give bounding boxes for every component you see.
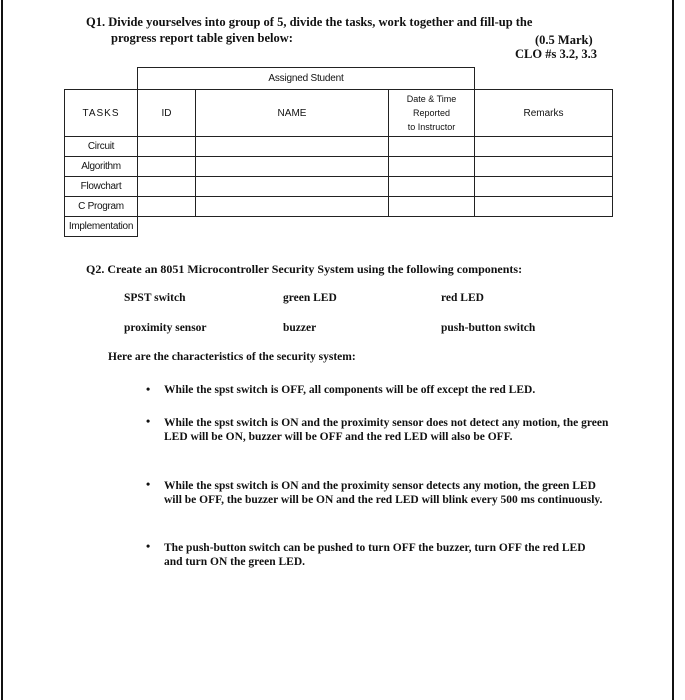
cell-name[interactable]: [196, 197, 389, 217]
table-header-blank: [475, 68, 613, 90]
q1-question-line1: Q1. Divide yourselves into group of 5, divide the tasks, work together and fill-up the: [86, 15, 533, 29]
component-push-button-switch: push-button switch: [441, 322, 536, 334]
bullet-marker: •: [146, 414, 151, 428]
date-time-header-line1: Date & Time Reported: [406, 94, 457, 118]
component-spst-switch: SPST switch: [124, 292, 186, 304]
assigned-student-header: Assigned Student: [138, 68, 475, 90]
date-time-header-line2: to Instructor: [407, 122, 456, 132]
cell-date-time[interactable]: [389, 177, 475, 197]
table-group-header-row: [65, 68, 613, 90]
q2-question: Q2. Create an 8051 Microcontroller Security System using the following components:: [86, 262, 523, 276]
task-circuit: Circuit: [65, 137, 138, 157]
cell-date-time[interactable]: [389, 137, 475, 157]
table-column-header-row: [65, 90, 613, 137]
cell-remarks[interactable]: [475, 197, 613, 217]
characteristic-bullet-1: While the spst switch is OFF, all components will be off except the red LED.: [164, 384, 536, 396]
bullet-marker: •: [146, 539, 151, 553]
component-buzzer: buzzer: [283, 322, 317, 334]
cell-date-time[interactable]: [389, 197, 475, 217]
table-row: [65, 217, 613, 237]
component-green-led: green LED: [283, 292, 337, 304]
task-c-program: C Program: [65, 197, 138, 217]
cell-remarks[interactable]: [475, 137, 613, 157]
name-column-header: NAME: [196, 90, 389, 137]
cell-id[interactable]: [138, 197, 196, 217]
table-row: [65, 137, 613, 157]
component-proximity-sensor: proximity sensor: [124, 322, 207, 334]
table-row: [65, 157, 613, 177]
cell-blank: [196, 217, 389, 237]
progress-report-table: [64, 67, 613, 237]
table-corner-blank: [65, 68, 138, 90]
task-algorithm: Algorithm: [65, 157, 138, 177]
task-implementation: Implementation: [65, 217, 138, 237]
cell-remarks[interactable]: [475, 157, 613, 177]
bullet-marker: •: [146, 477, 151, 491]
cell-name[interactable]: [196, 177, 389, 197]
q1-clo: CLO #s 3.2, 3.3: [515, 47, 597, 61]
cell-id[interactable]: [138, 157, 196, 177]
q1-question-line2: progress report table given below:: [111, 31, 293, 45]
task-flowchart: Flowchart: [65, 177, 138, 197]
cell-id[interactable]: [138, 137, 196, 157]
cell-name[interactable]: [196, 157, 389, 177]
remarks-column-header: Remarks: [475, 90, 613, 137]
cell-blank: [475, 217, 613, 237]
table-row: [65, 177, 613, 197]
characteristic-bullet-3: While the spst switch is ON and the proximity sensor detects any motion, the green LED will be OFF, the buzzer will be ON and the red LED will blink every 500 ms continuously.: [164, 480, 603, 506]
characteristic-bullet-4: The push-button switch can be pushed to turn OFF the buzzer, turn OFF the red LED and turn ON the green LED.: [164, 542, 586, 568]
characteristics-intro: Here are the characteristics of the security system:: [108, 351, 356, 363]
q1-mark: (0.5 Mark): [535, 33, 593, 47]
id-column-header: ID: [138, 90, 196, 137]
bullet-marker: •: [146, 382, 151, 396]
page-border-right: [672, 0, 674, 700]
component-red-led: red LED: [441, 292, 484, 304]
cell-blank: [138, 217, 196, 237]
page-border-left: [1, 0, 3, 700]
date-time-column-header: [389, 90, 475, 137]
cell-name[interactable]: [196, 137, 389, 157]
cell-id[interactable]: [138, 177, 196, 197]
cell-blank: [389, 217, 475, 237]
characteristic-bullet-2: While the spst switch is ON and the proximity sensor does not detect any motion, the green LED will be ON, buzzer will be OFF and the red LED will also be OFF.: [164, 417, 609, 443]
cell-date-time[interactable]: [389, 157, 475, 177]
cell-remarks[interactable]: [475, 177, 613, 197]
table-row: [65, 197, 613, 217]
tasks-column-header: TASKS: [65, 90, 138, 137]
